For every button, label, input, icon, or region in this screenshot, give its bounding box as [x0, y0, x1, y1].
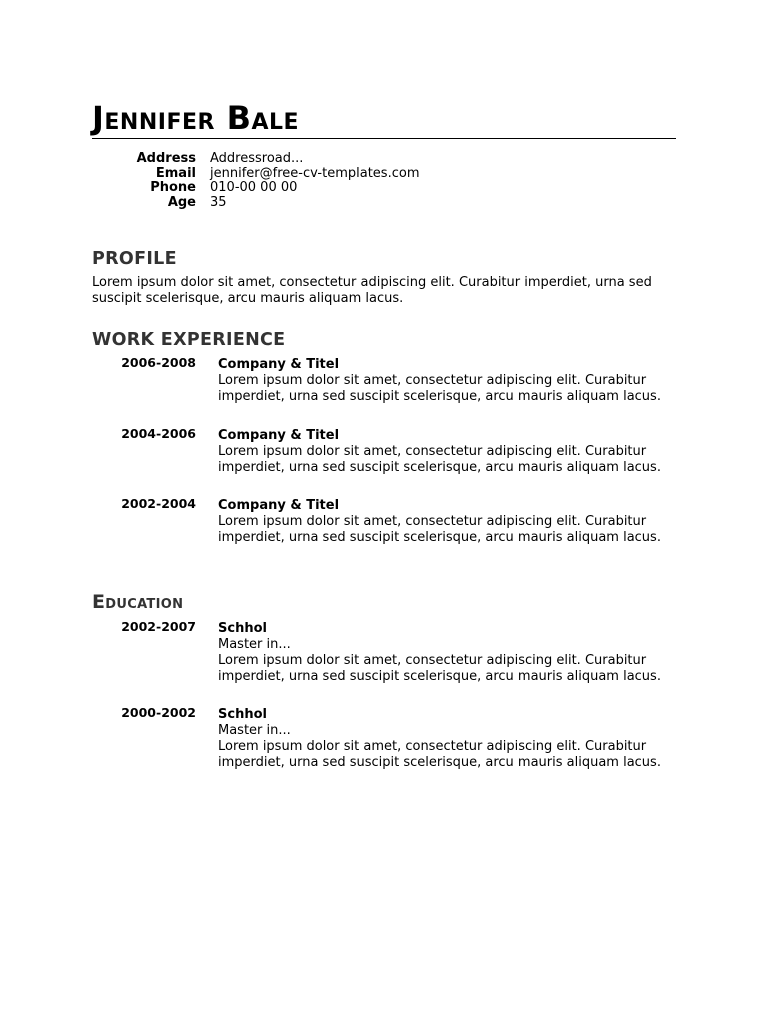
- contact-row-age: [92, 196, 676, 211]
- contact-value: 010-00 00 00: [210, 180, 298, 195]
- contact-block: [92, 152, 676, 210]
- entry-body: [218, 707, 676, 771]
- entry-body: [218, 428, 676, 476]
- entry-body: [218, 498, 676, 546]
- entry-text: Lorem ipsum dolor sit amet, consectetur adipiscing elit. Curabitur imperdiet, urna sed suscipit scelerisque, arcu mauris aliquam lacus.: [218, 514, 661, 545]
- entry-title: Company & Titel: [218, 428, 340, 443]
- education-heading: Education: [92, 591, 184, 613]
- entry-degree: Master in...: [218, 723, 291, 738]
- entry-years: 2002-2004: [121, 496, 196, 511]
- work-entry: [92, 357, 676, 405]
- name-divider: [92, 138, 676, 139]
- work-entry: [92, 498, 676, 546]
- contact-label: Phone: [150, 180, 196, 195]
- contact-row-phone: [92, 181, 676, 196]
- entry-title: Company & Titel: [218, 357, 340, 372]
- entry-body: [218, 621, 676, 685]
- contact-row-email: [92, 167, 676, 182]
- contact-value: jennifer@free-cv-templates.com: [210, 165, 420, 181]
- education-entry: [92, 621, 676, 685]
- contact-label: Address: [136, 151, 196, 166]
- contact-label: Age: [167, 194, 196, 210]
- entry-text: Lorem ipsum dolor sit amet, consectetur adipiscing elit. Curabitur imperdiet, urna sed suscipit scelerisque, arcu mauris aliquam lacus.: [218, 373, 661, 404]
- entry-text: Lorem ipsum dolor sit amet, consectetur adipiscing elit. Curabitur imperdiet, urna sed suscipit scelerisque, arcu mauris aliquam lacus.: [218, 444, 661, 475]
- entry-years: 2004-2006: [121, 426, 196, 441]
- entry-title: Schhol: [218, 707, 267, 722]
- education-entry: [92, 707, 676, 771]
- profile-text: Lorem ipsum dolor sit amet, consectetur adipiscing elit. Curabitur imperdiet, urna sed suscipit scelerisque, arcu mauris aliquam lacus.: [92, 275, 652, 306]
- entry-years: 2006-2008: [121, 355, 196, 370]
- entry-body: [218, 357, 676, 405]
- resume-name: Jennifer Bale: [92, 99, 300, 137]
- entry-text: Lorem ipsum dolor sit amet, consectetur adipiscing elit. Curabitur imperdiet, urna sed suscipit scelerisque, arcu mauris aliquam lacus.: [218, 653, 661, 684]
- contact-value: Addressroad...: [210, 151, 304, 166]
- entry-years: 2000-2002: [121, 705, 196, 720]
- contact-label: Email: [155, 165, 196, 181]
- entry-title: Schhol: [218, 621, 267, 636]
- work-entry: [92, 428, 676, 476]
- entry-title: Company & Titel: [218, 498, 340, 513]
- contact-row-address: [92, 152, 676, 167]
- profile-heading: PROFILE: [92, 249, 177, 269]
- entry-degree: Master in...: [218, 637, 291, 652]
- entry-years: 2002-2007: [121, 619, 196, 634]
- work-experience-heading: WORK EXPERIENCE: [92, 330, 286, 350]
- contact-value: 35: [210, 194, 227, 210]
- entry-text: Lorem ipsum dolor sit amet, consectetur adipiscing elit. Curabitur imperdiet, urna sed suscipit scelerisque, arcu mauris aliquam lacus.: [218, 739, 661, 770]
